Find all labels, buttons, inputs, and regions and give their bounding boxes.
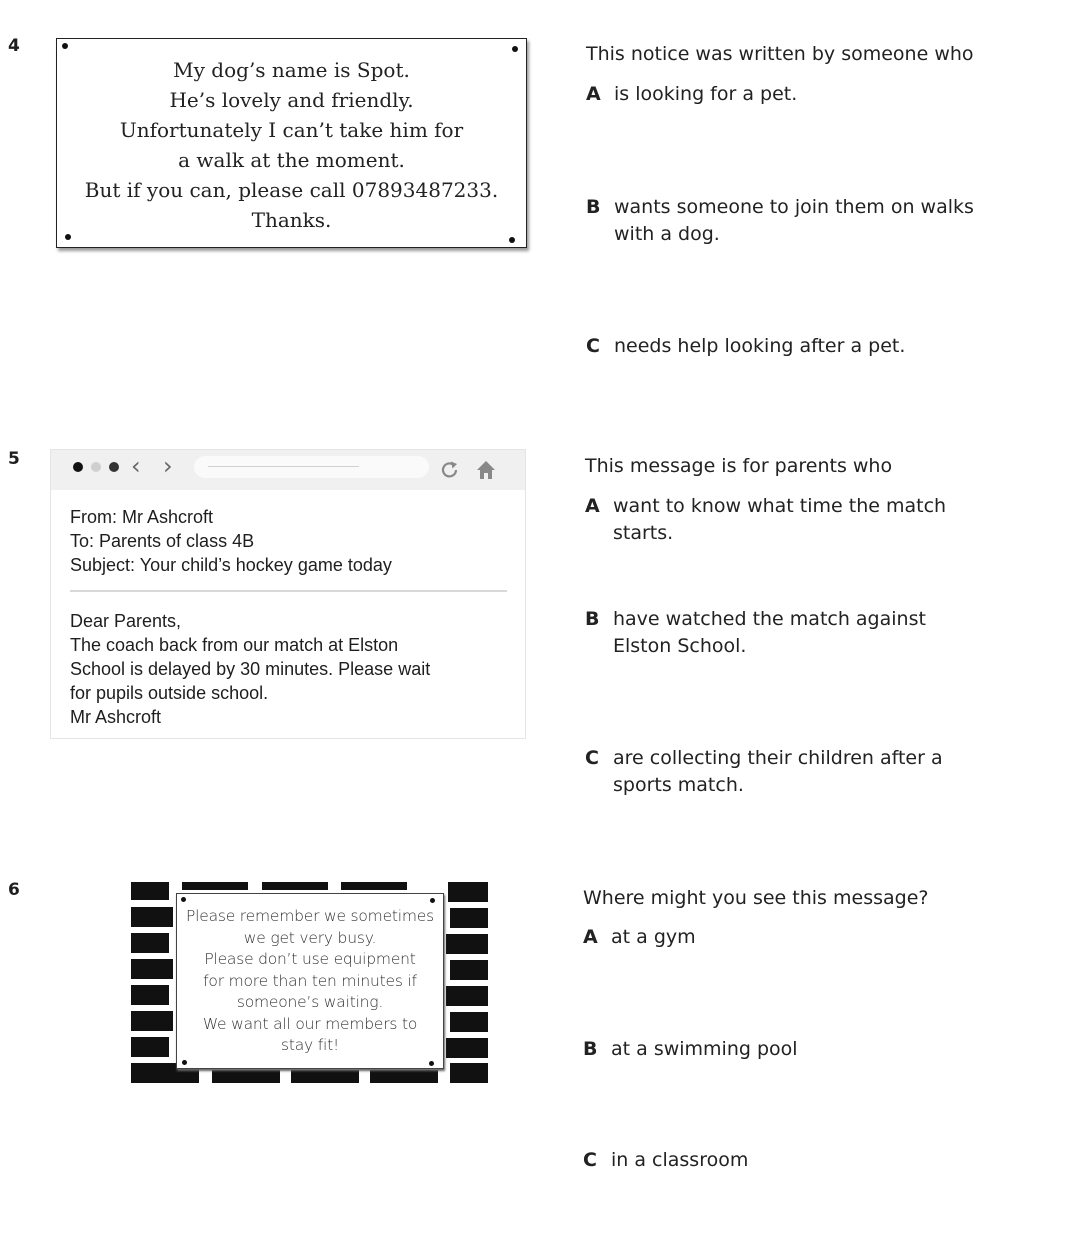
answer-option-c[interactable]: [583, 1147, 993, 1174]
notice-line: Unfortunately I can’t take him for: [119, 118, 464, 142]
divider: [70, 590, 507, 592]
email-line: Dear Parents,: [70, 611, 182, 631]
email-line: for pupils outside school.: [70, 683, 269, 703]
question-number: 4: [8, 36, 20, 56]
option-letter: B: [583, 1038, 598, 1060]
option-text: at a gym: [611, 926, 696, 948]
notice-line: Please remember we sometimes: [185, 907, 435, 925]
address-bar[interactable]: [194, 456, 429, 478]
option-text: wants someone to join them on walks with a dog.: [614, 196, 974, 245]
question-number: 5: [8, 449, 20, 469]
option-text: are collecting their children after a sports match.: [613, 747, 943, 796]
answer-option-a[interactable]: [586, 81, 996, 108]
chevron-right-icon[interactable]: ›: [163, 452, 173, 480]
question-stem: Where might you see this message?: [583, 887, 929, 909]
notice-line: My dog’s name is Spot.: [173, 58, 410, 82]
option-text: want to know what time the match starts.: [613, 495, 947, 544]
answer-option-a[interactable]: [583, 924, 993, 951]
window-dot-icon: [91, 462, 101, 472]
email-from: From: Mr Ashcroft: [70, 507, 214, 527]
email-to: To: Parents of class 4B: [70, 531, 255, 551]
option-letter: C: [585, 747, 599, 769]
email-body: [70, 609, 430, 729]
email-line: The coach back from our match at Elston: [70, 635, 399, 655]
question-stem: This message is for parents who: [585, 455, 893, 477]
answer-option-b[interactable]: [585, 606, 980, 660]
window-dot-icon: [73, 462, 83, 472]
option-letter: A: [585, 495, 600, 517]
dog-notice: [56, 38, 527, 248]
answer-option-b[interactable]: [586, 194, 981, 248]
option-letter: A: [586, 83, 601, 105]
email-window: [50, 449, 526, 739]
pin-icon: [429, 1061, 434, 1066]
option-text: is looking for a pet.: [614, 83, 798, 105]
notice-line: stay fit!: [280, 1036, 339, 1054]
pin-icon: [62, 43, 68, 49]
option-letter: A: [583, 926, 598, 948]
option-letter: B: [585, 608, 600, 630]
window-dot-icon: [109, 462, 119, 472]
notice-line: we get very busy.: [243, 928, 377, 947]
question-number: 6: [8, 880, 20, 900]
home-icon[interactable]: [475, 459, 497, 481]
notice-line: He’s lovely and friendly.: [169, 88, 414, 112]
gym-notice: [176, 893, 444, 1069]
pin-icon: [512, 46, 518, 52]
answer-option-c[interactable]: [585, 745, 995, 799]
email-subject: Subject: Your child’s hockey game today: [70, 555, 392, 575]
answer-option-c[interactable]: [586, 333, 996, 360]
notice-line: for more than ten minutes if: [203, 971, 417, 990]
reload-icon[interactable]: [439, 459, 461, 481]
email-header: [70, 505, 392, 577]
notice-line: Thanks.: [251, 208, 332, 232]
option-letter: C: [586, 335, 600, 357]
option-text: have watched the match against Elston School.: [613, 608, 926, 657]
pin-icon: [181, 897, 186, 902]
email-line: School is delayed by 30 minutes. Please wait: [70, 659, 431, 679]
browser-toolbar: [51, 450, 525, 490]
answer-option-a[interactable]: [585, 493, 1005, 547]
question-stem: This notice was written by someone who: [586, 43, 974, 65]
email-line: Mr Ashcroft: [70, 707, 162, 727]
notice-line: We want all our members to: [202, 1014, 418, 1033]
pin-icon: [509, 237, 515, 243]
pin-icon: [430, 898, 435, 903]
pin-icon: [182, 1060, 187, 1065]
option-text: needs help looking after a pet.: [614, 335, 906, 357]
notice-line: a walk at the moment.: [178, 148, 405, 172]
notice-line: Please don’t use equipment: [204, 950, 416, 968]
option-text: at a swimming pool: [611, 1038, 798, 1060]
option-letter: B: [586, 196, 601, 218]
option-text: in a classroom: [611, 1149, 749, 1171]
notice-line: someone’s waiting.: [236, 993, 384, 1011]
chevron-left-icon[interactable]: ‹: [131, 452, 141, 480]
answer-option-b[interactable]: [583, 1036, 993, 1063]
notice-line: But if you can, please call 07893487233.: [84, 178, 499, 202]
option-letter: C: [583, 1149, 597, 1171]
